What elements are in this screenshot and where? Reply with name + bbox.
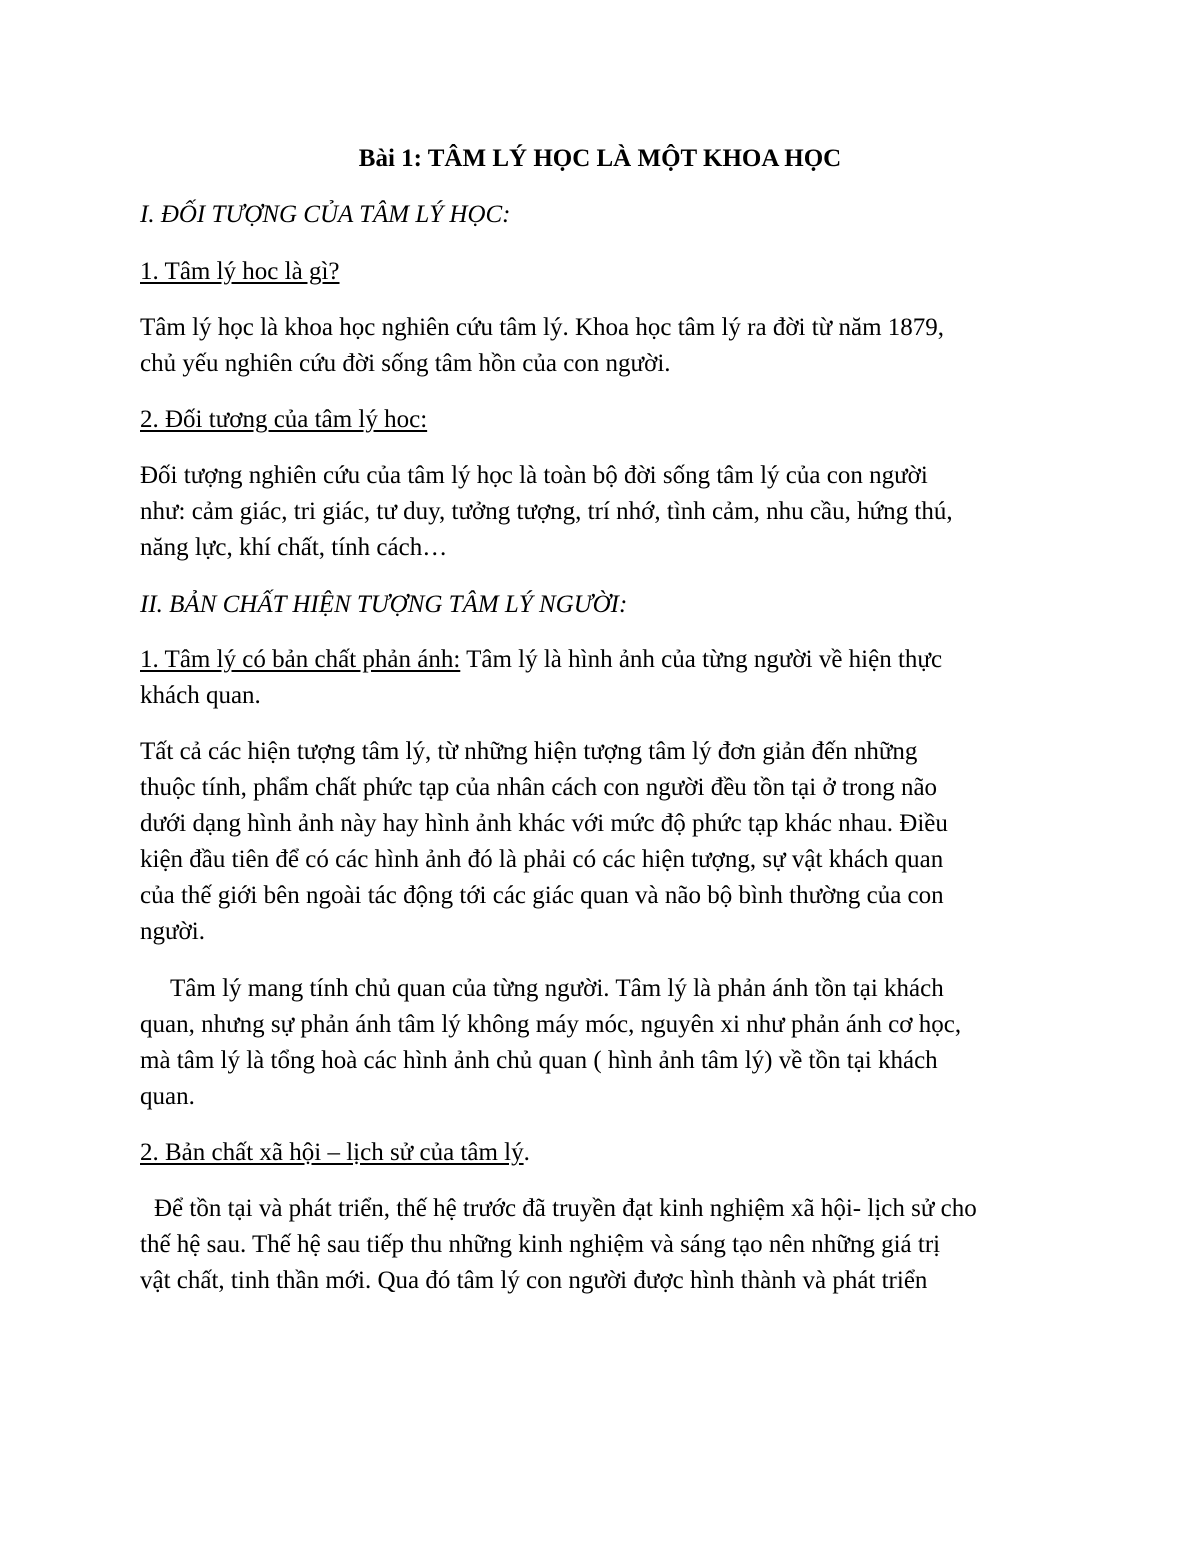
paragraph-line: Tâm lý mang tính chủ quan của từng người. Tâm lý là phản ánh tồn tại khách bbox=[170, 975, 944, 1002]
paragraph-line: quan, nhưng sự phản ánh tâm lý không máy móc, nguyên xi như phản ánh cơ học, bbox=[140, 1011, 962, 1038]
paragraph-line: như: cảm giác, tri giác, tư duy, tưởng tượng, trí nhớ, tình cảm, nhu cầu, hứng thú, bbox=[140, 498, 953, 525]
subsection-2-2-trailing: . bbox=[523, 1139, 530, 1166]
subsection-2-1-heading: 1. Tâm lý có bản chất phản ánh: bbox=[140, 646, 461, 673]
paragraph-line: Tất cả các hiện tượng tâm lý, từ những hiện tượng tâm lý đơn giản đến những bbox=[140, 738, 918, 765]
subsection-2-1-inline-text: Tâm lý là hình ảnh của từng người về hiện thực bbox=[460, 646, 943, 673]
section-1-heading: I. ĐỐI TƯỢNG CỦA TÂM LÝ HỌC: bbox=[140, 201, 511, 228]
paragraph-line: Để tồn tại và phát triển, thế hệ trước đã truyền đạt kinh nghiệm xã hội- lịch sử cho bbox=[154, 1195, 977, 1222]
subsection-2-1-line bbox=[140, 645, 942, 675]
paragraph-line: vật chất, tinh thần mới. Qua đó tâm lý con người được hình thành và phát triển bbox=[140, 1267, 928, 1294]
paragraph-line: quan. bbox=[140, 1083, 195, 1110]
paragraph-line: Tâm lý học là khoa học nghiên cứu tâm lý. Khoa học tâm lý ra đời từ năm 1879, bbox=[140, 314, 945, 341]
section-2-heading: II. BẢN CHẤT HIỆN TƯỢNG TÂM LÝ NGƯỜI: bbox=[140, 591, 628, 618]
paragraph-line: kiện đầu tiên để có các hình ảnh đó là phải có các hiện tượng, sự vật khách quan bbox=[140, 846, 944, 873]
paragraph-line: người. bbox=[140, 918, 205, 945]
paragraph-line: năng lực, khí chất, tính cách… bbox=[140, 534, 448, 561]
paragraph-line: thuộc tính, phẩm chất phức tạp của nhân cách con người đều tồn tại ở trong não bbox=[140, 774, 938, 801]
document-title: Bài 1: TÂM LÝ HỌC LÀ MỘT KHOA HỌC bbox=[358, 145, 842, 172]
subsection-1-1-heading: 1. Tâm lý hoc là gì? bbox=[140, 258, 340, 285]
paragraph-line: chủ yếu nghiên cứu đời sống tâm hồn của con người. bbox=[140, 350, 671, 377]
paragraph-line: thế hệ sau. Thế hệ sau tiếp thu những kinh nghiệm và sáng tạo nên những giá trị bbox=[140, 1231, 941, 1258]
paragraph-line: mà tâm lý là tổng hoà các hình ảnh chủ quan ( hình ảnh tâm lý) về tồn tại khách bbox=[140, 1047, 938, 1074]
subsection-2-2-heading: 2. Bản chất xã hội – lịch sử của tâm lý bbox=[140, 1139, 524, 1166]
paragraph-line: khách quan. bbox=[140, 682, 261, 709]
paragraph-line: Đối tượng nghiên cứu của tâm lý học là toàn bộ đời sống tâm lý của con người bbox=[140, 462, 928, 489]
paragraph-line: của thế giới bên ngoài tác động tới các giác quan và não bộ bình thường của con bbox=[140, 882, 944, 909]
subsection-2-2-line bbox=[140, 1138, 530, 1168]
subsection-1-2-heading: 2. Đối tương của tâm lý hoc: bbox=[140, 406, 428, 433]
paragraph-line: dưới dạng hình ảnh này hay hình ảnh khác với mức độ phức tạp khác nhau. Điều bbox=[140, 810, 948, 837]
